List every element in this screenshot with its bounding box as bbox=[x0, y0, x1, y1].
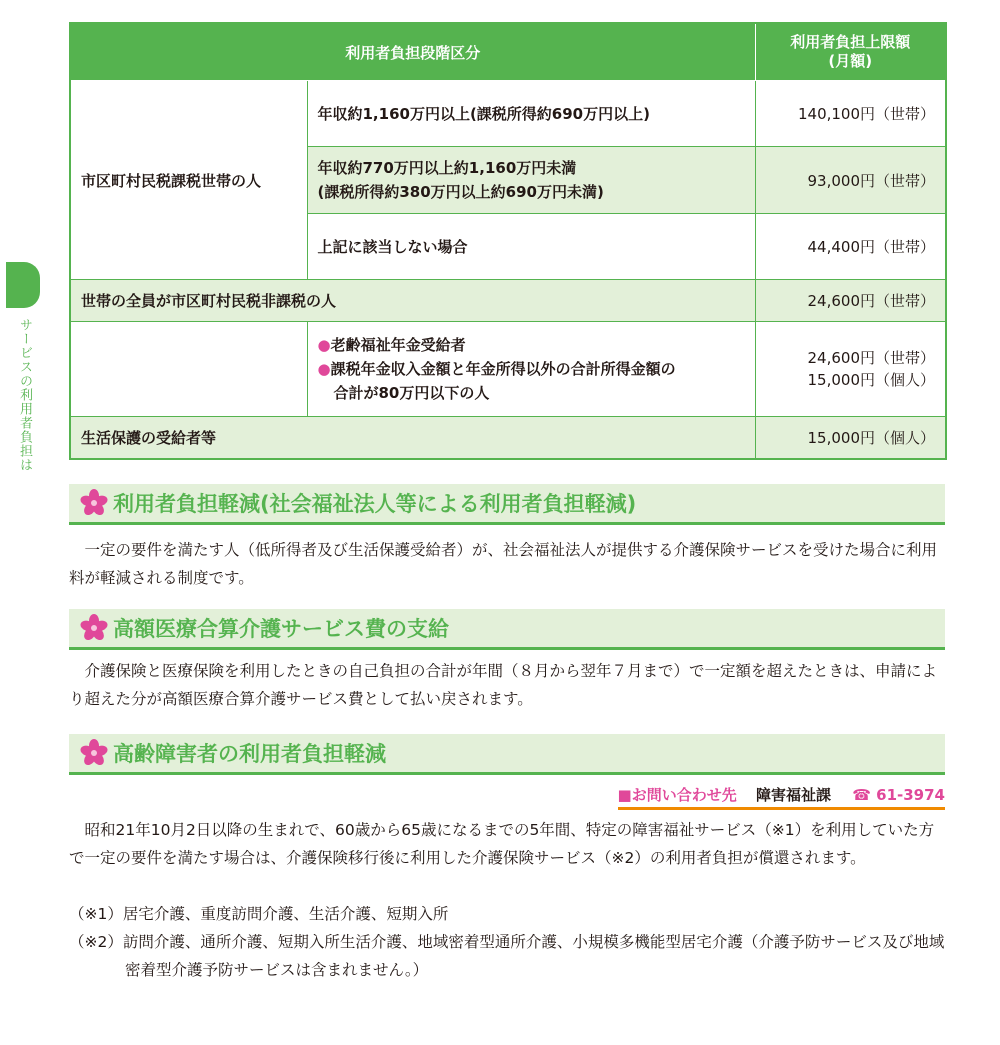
limit-amount-5-individual: 15,000円（個人） bbox=[807, 371, 936, 389]
table-row bbox=[70, 322, 946, 417]
income-tier-3: 上記に該当しない場合 bbox=[307, 214, 755, 280]
fee-limit-table bbox=[69, 22, 947, 460]
section-body: 一定の要件を満たす人（低所得者及び生活保護受給者）が、社会福祉法人が提供する介護保険サービスを受けた場合に利用料が軽減される制度です。 bbox=[69, 541, 938, 587]
income-tier-2-line1: 年収約770万円以上約1,160万円未満 bbox=[317, 159, 577, 177]
condition-1: 老齢福祉年金受給者 bbox=[330, 336, 466, 354]
bullet-icon: ● bbox=[317, 360, 331, 378]
contact-department: 障害福祉課 bbox=[755, 786, 831, 804]
cherry-blossom-icon bbox=[77, 739, 111, 767]
section-body: 介護保険と医療保険を利用したときの自己負担の合計が年間（８月から翌年７月まで）で一定額を超えたときは、申請により超えた分が高額医療合算介護サービス費として払い戻されます。 bbox=[69, 662, 938, 708]
table-row bbox=[70, 417, 946, 459]
contact-info bbox=[618, 784, 945, 810]
section-title: 高齢障害者の利用者負担軽減 bbox=[113, 742, 386, 766]
footnote-2: （※2）訪問介護、通所介護、短期入所生活介護、地域密着型通所介護、小規模多機能型居宅介護（介護予防サービス及び地域密着型介護予防サービスは含まれません。） bbox=[69, 933, 945, 979]
pension-conditions bbox=[307, 322, 755, 417]
header-limit bbox=[755, 23, 946, 81]
chapter-label: サービスの利用者負担は bbox=[17, 318, 32, 472]
welfare-recipient-label: 生活保護の受給者等 bbox=[70, 417, 755, 459]
section-heading-elderly-disabled bbox=[69, 734, 945, 775]
empty-cell bbox=[70, 322, 307, 417]
condition-2-line2: 合計が80万円以下の人 bbox=[333, 384, 490, 402]
limit-amount-5 bbox=[755, 322, 946, 417]
contact-phone[interactable]: 61-3974 bbox=[876, 786, 945, 804]
cherry-blossom-icon bbox=[77, 489, 111, 517]
limit-amount-4: 24,600円（世帯） bbox=[755, 280, 946, 322]
limit-amount-6: 15,000円（個人） bbox=[755, 417, 946, 459]
table-header-row bbox=[70, 23, 946, 81]
table-row bbox=[70, 280, 946, 322]
condition-2-line1: 課税年金収入金額と年金所得以外の合計所得金額の bbox=[330, 360, 676, 378]
cherry-blossom-icon bbox=[77, 614, 111, 642]
limit-amount-3: 44,400円（世帯） bbox=[755, 214, 946, 280]
income-tier-2-line2: (課税所得約380万円以上約690万円未満) bbox=[317, 183, 604, 201]
chapter-tab bbox=[6, 262, 40, 308]
taxed-household-label: 市区町村民税課税世帯の人 bbox=[70, 81, 307, 280]
section-body: 昭和21年10月2日以降の生まれで、60歳から65歳になるまでの5年間、特定の障害福祉サービス（※1）を利用していた方で一定の要件を満たす場合は、介護保険移行後に利用した介護保険サービス（※2）の利用者負担が償還されます。 bbox=[69, 821, 935, 867]
footnote-1: （※1）居宅介護、重度訪問介護、生活介護、短期入所 bbox=[69, 905, 449, 923]
limit-amount-1: 140,100円（世帯） bbox=[755, 81, 946, 147]
limit-amount-5-household: 24,600円（世帯） bbox=[807, 349, 936, 367]
limit-amount-2: 93,000円（世帯） bbox=[755, 147, 946, 214]
header-category: 利用者負担段階区分 bbox=[70, 23, 755, 81]
bullet-icon: ● bbox=[317, 336, 331, 354]
income-tier-1: 年収約1,160万円以上(課税所得約690万円以上) bbox=[307, 81, 755, 147]
section-title: 利用者負担軽減(社会福祉法人等による利用者負担軽減) bbox=[113, 492, 637, 516]
section-heading-medical-care-combined bbox=[69, 609, 945, 650]
income-tier-2 bbox=[307, 147, 755, 214]
section-title: 高額医療合算介護サービス費の支給 bbox=[113, 617, 449, 641]
contact-lead: ■お問い合わせ先 bbox=[617, 786, 737, 804]
header-limit-line2: (月額) bbox=[828, 52, 873, 70]
phone-icon: ☎ bbox=[852, 786, 871, 804]
table-row bbox=[70, 81, 946, 147]
header-limit-line1: 利用者負担上限額 bbox=[790, 33, 911, 51]
nontaxed-household-label: 世帯の全員が市区町村民税非課税の人 bbox=[70, 280, 755, 322]
section-heading-burden-reduction bbox=[69, 484, 945, 525]
